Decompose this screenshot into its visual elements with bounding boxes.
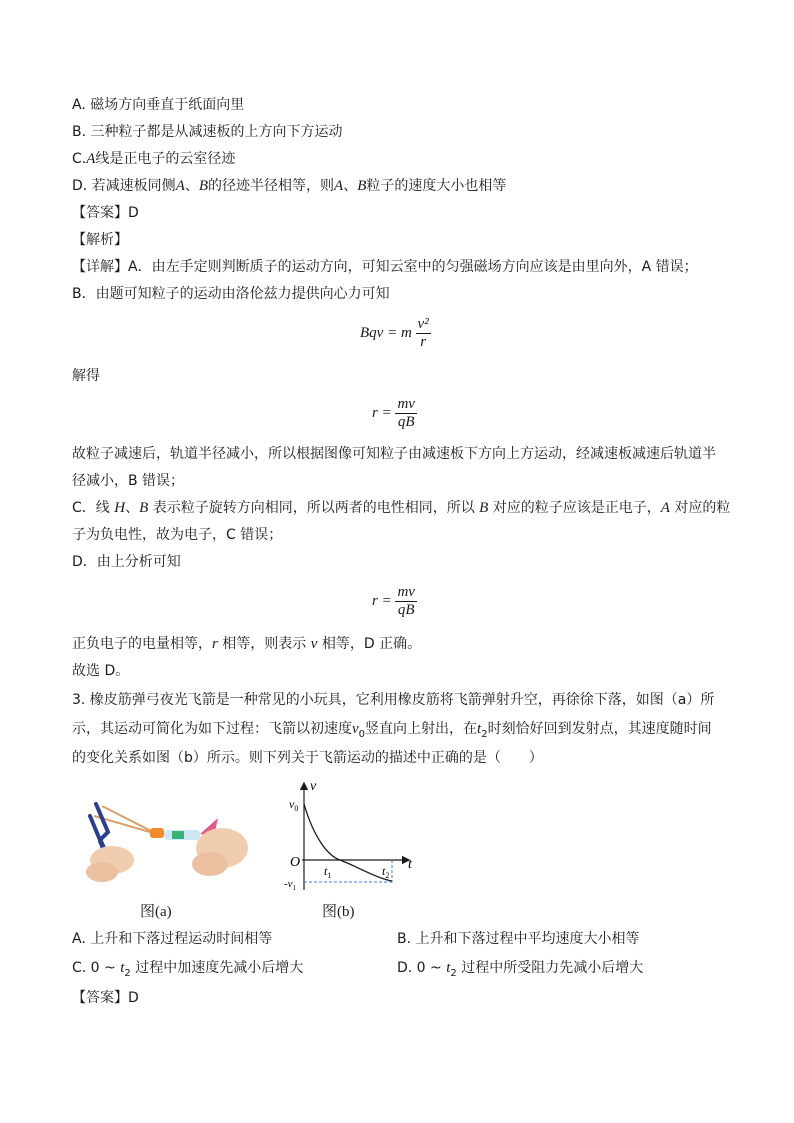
answer-value: D [128,990,139,1006]
detail-line-4: 径减小，B 错误； [72,473,185,489]
x-axis-label: t [408,857,412,872]
q3-line-2: 示，其运动可简化为如下过程：飞箭以初速度$v_0$竖直向上射出，在$t_2$时刻恰好回到发射点，其速度随时间 [72,721,712,740]
choice-d: D. 0 ~ $t_2$ 过程中所受阻力先减小后增大 [397,960,644,979]
y-axis-label: v [310,779,317,794]
equation-radius-1: r = $\frac{mv}{qB}$ [372,396,415,430]
option-a: A. 磁场方向垂直于纸面向里 [72,97,245,113]
analysis-label: 【解析】 [72,232,128,248]
detail-line-1: 【详解】A．由左手定则判断质子的运动方向，可知云室中的匀强磁场方向应该是由里向外，A 错误； [72,259,698,275]
q3-line-3: 的变化关系如图（b）所示。则下列关于飞箭运动的描述中正确的是（ ） [72,750,543,766]
detail-line-9: 故选 D。 [72,663,130,679]
detail-line-2: B．由题可知粒子的运动由洛伦兹力提供向心力可知 [72,286,390,302]
t1-label: t [324,864,328,878]
slingshot-figure [72,796,250,884]
origin-label: O [290,855,301,870]
detail-line-7: D．由上分析可知 [72,554,181,570]
option-b: B. 三种粒子都是从减速板的上方向下方运动 [72,124,343,140]
choice-a: A. 上升和下落过程运动时间相等 [72,931,273,947]
choice-b: B. 上升和下落过程中平均速度大小相等 [397,931,640,947]
velocity-time-graph [280,778,420,893]
figure-a-caption: 图(a) [140,904,172,920]
detail-line-6: 子为负电性，故为电子，C 错误； [72,527,283,543]
answer-label: 【答案】 [72,990,128,1006]
q3-line-1: 3. 橡皮筋弹弓夜光飞箭是一种常见的小玩具，它利用橡皮筋将飞箭弹射升空，再徐徐下落，如图（a）所 [72,692,715,708]
answer-2 [72,988,139,1008]
svg-text:v0: $v_0$ [289,797,299,813]
neg-v1-label: -v [284,878,293,890]
answer-label: 【答案】 [72,205,128,221]
svg-text:-v1: $-v_1$ [284,878,297,892]
option-c: C.A线是正电子的云室径迹 [72,151,236,167]
v0-label: v [289,797,295,811]
choice-c: C. 0 ~ $t_2$ 过程中加速度先减小后增大 [72,960,304,979]
detail-line-3: 故粒子减速后，轨道半径减小，所以根据图像可知粒子由减速板下方向上方运动，经减速板减速后轨道半 [72,446,716,462]
answer-value: D [128,205,139,221]
svg-text:t1: $t_1$ [324,864,332,880]
svg-text:t2: $t_2$ [382,864,390,880]
answer-1 [72,203,139,223]
solve-label: 解得 [72,368,100,384]
equation-lorentz: Bqv = m $\frac{\text{v²}}{r}$ [360,316,429,350]
option-d: D. 若减速板同侧A、B的径迹半径相等，则A、B粒子的速度大小也相等 [72,178,507,194]
detail-line-8: 正负电子的电量相等，r 相等，则表示 v 相等，D 正确。 [72,636,422,652]
t2-label: t [382,864,386,878]
detail-line-5: C．线 H、B 表示粒子旋转方向相同，所以两者的电性相同，所以 B 对应的粒子应该是正电子，A 对应的粒 [72,500,731,516]
equation-radius-2: r = $\frac{mv}{qB}$ [372,584,415,618]
figure-b-caption: 图(b) [322,904,355,920]
